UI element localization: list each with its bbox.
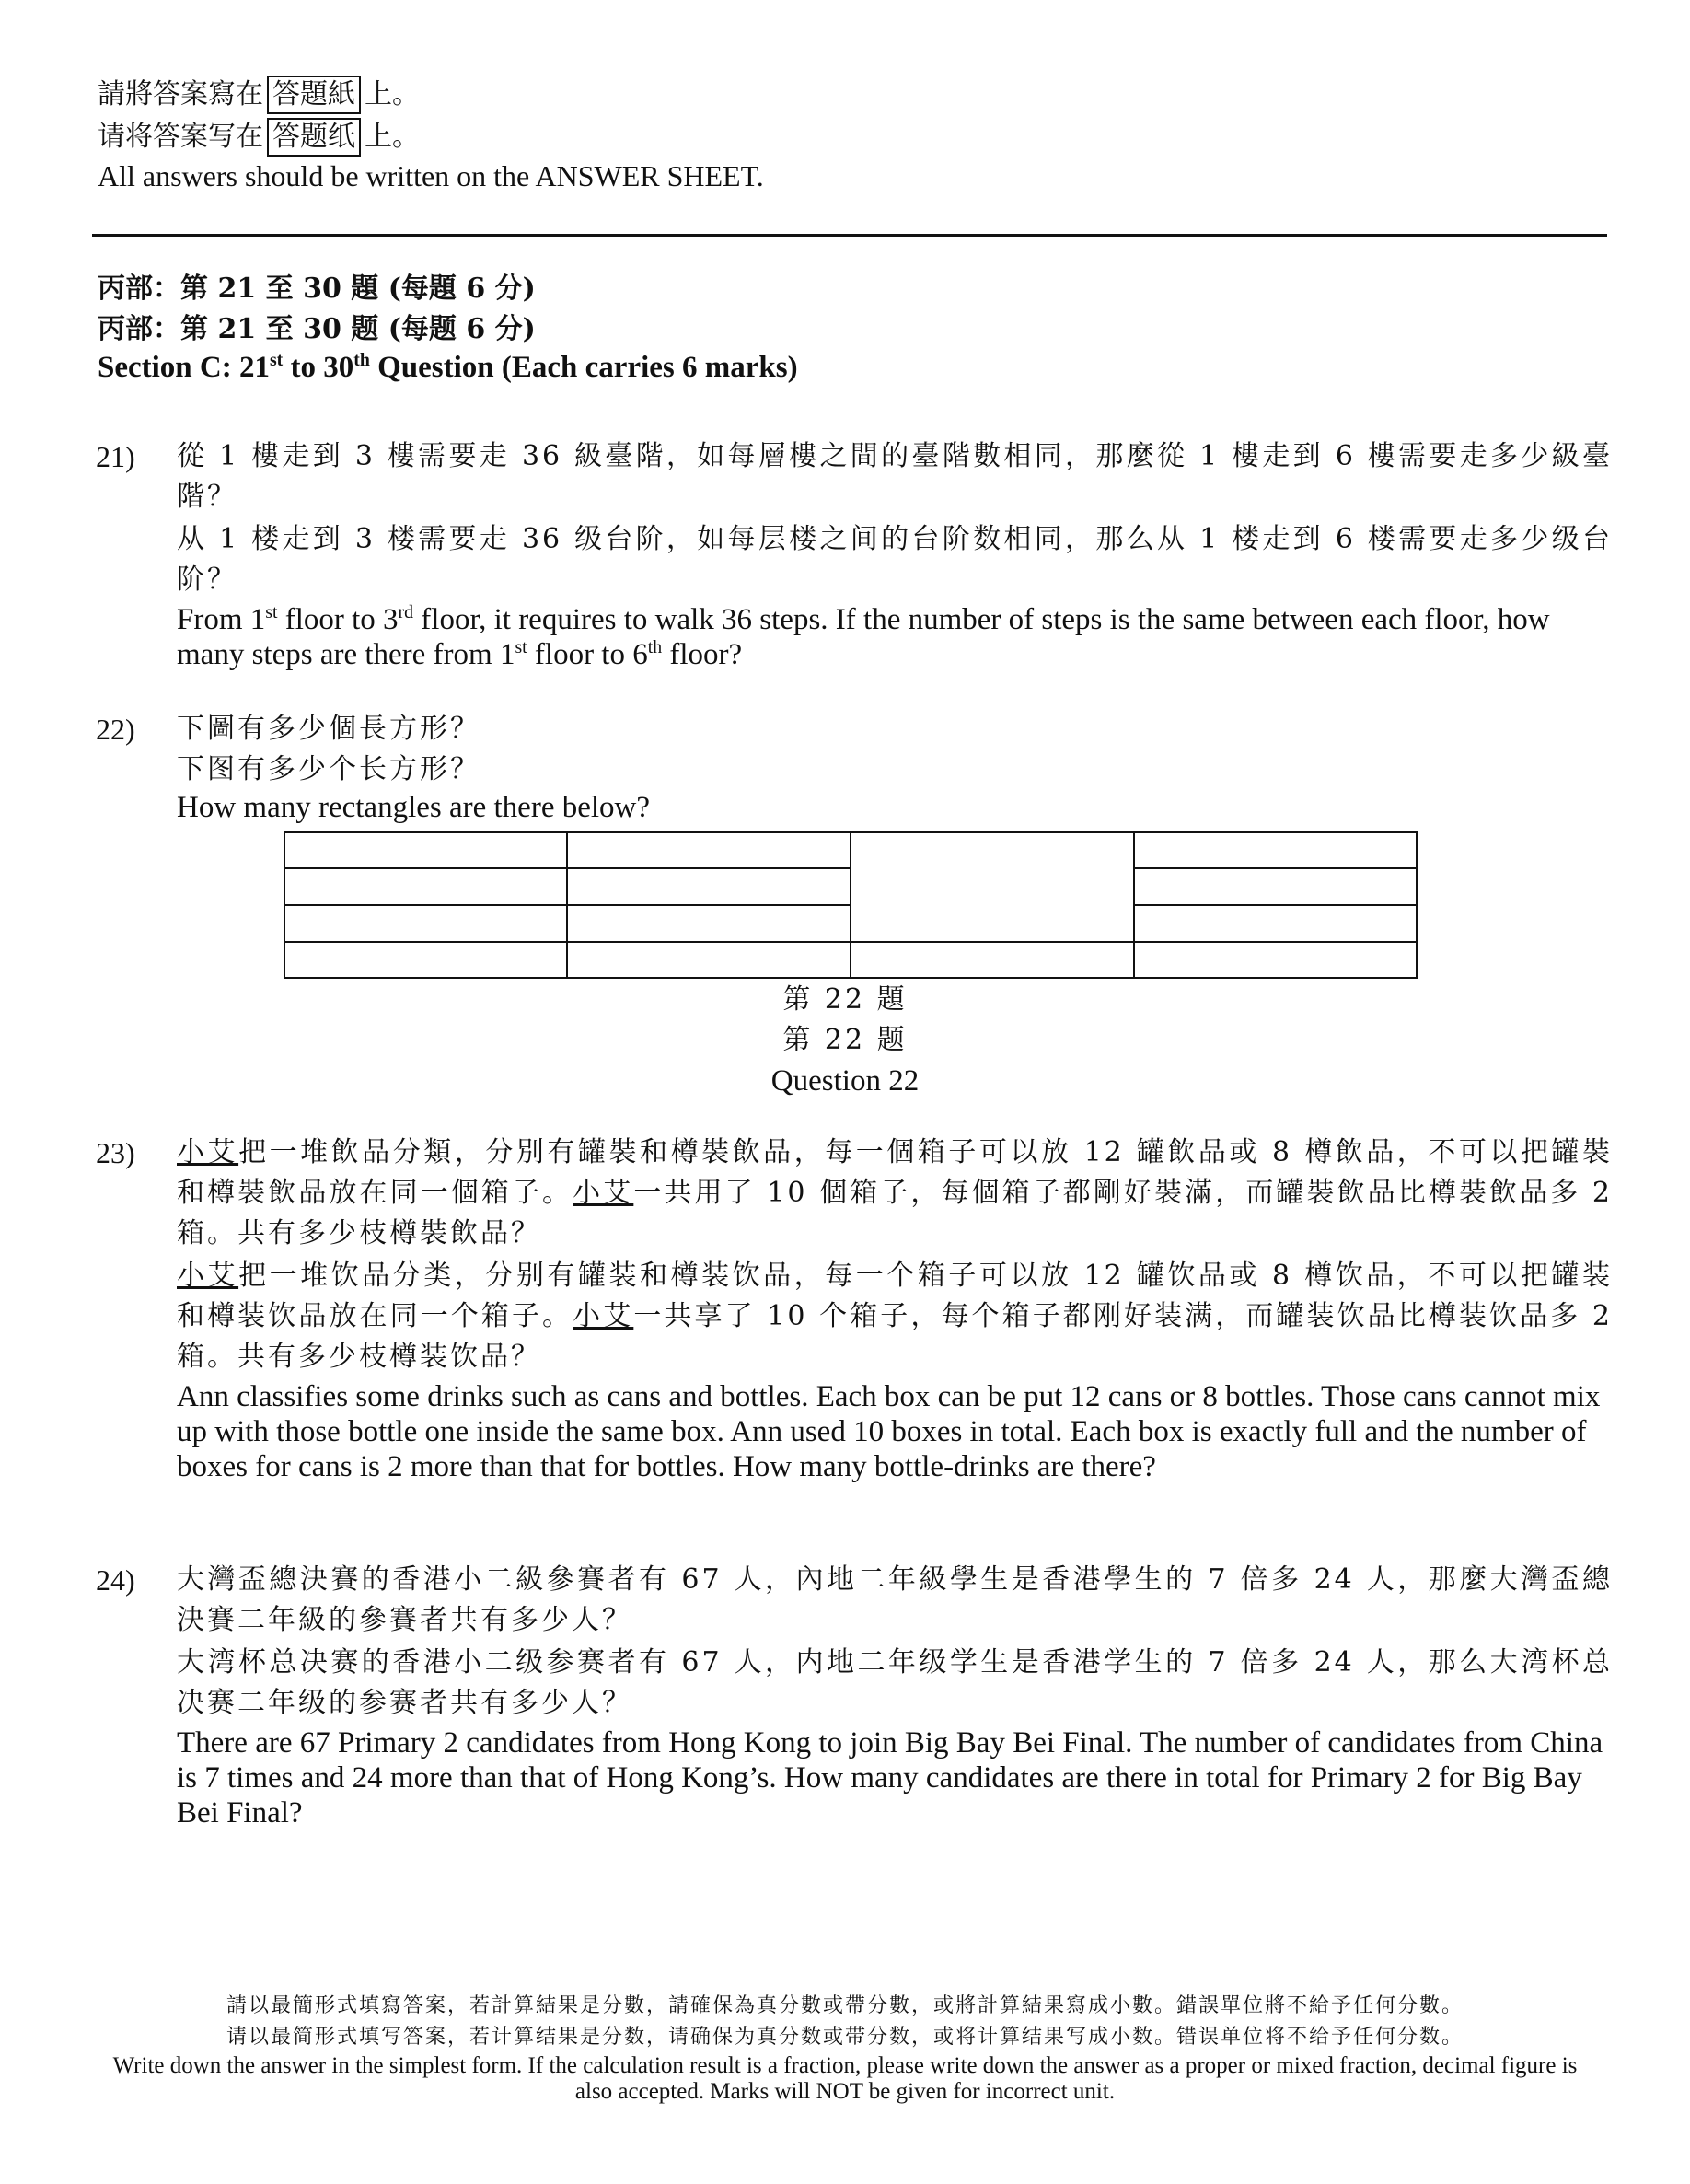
question-number: 23) [96, 1136, 135, 1169]
instruction-simp-end: 上。 [365, 121, 420, 153]
question-text-simp: 下图有多少个长方形？ [177, 753, 480, 785]
question-text-en: There are 67 Primary 2 candidates from Hong Kong to join Big Bay Bei Final. The number of candidates from China is 7 times and 24 more than that of Hong Kong’s. How many candidates are there in total for Primary 2 for Big Bay Bei Final? [177, 1726, 1603, 1830]
name-underlined: 小艾 [573, 1300, 634, 1332]
question-text-trad: 下圖有多少個長方形？ [177, 713, 480, 745]
instruction-en: All answers should be written on the ANSWER SHEET. [98, 159, 764, 192]
question-number: 21) [96, 440, 135, 473]
section-title-trad: 丙部：第 21 至 30 題 (每題 6 分) [98, 273, 536, 305]
instruction-trad [98, 74, 764, 116]
section-title-simp: 丙部：第 21 至 30 题 (每题 6 分) [98, 313, 536, 345]
question-21 [96, 436, 1615, 672]
instruction-simp [98, 116, 764, 158]
name-underlined: 小艾 [177, 1136, 239, 1168]
answer-sheet-box-simp: 答题纸 [267, 118, 361, 157]
instruction-trad-text: 請將答案寫在 [98, 78, 263, 110]
question-text-en: From 1st floor to 3rd floor, it requires to walk 36 steps. If the number of steps is the same between each floor, how many steps are there from 1st floor to 6th floor? [177, 602, 1550, 671]
caption-en: Question 22 [770, 1064, 920, 1098]
question-text-trad: 從 1 樓走到 3 樓需要走 36 級臺階，如每層樓之間的臺階數相同，那麼從 1 樓走到 6 樓需要走多少級臺階？ [177, 440, 1613, 513]
footer-trad: 請以最簡形式填寫答案，若計算結果是分數，請確保為真分數或帶分數，或將計算結果寫成小數。錯誤單位將不給予任何分數。 [226, 1994, 1464, 2017]
question-24 [96, 1560, 1615, 1830]
question-text-trad: 小艾把一堆飲品分類，分別有罐裝和樽裝飲品，每一個箱子可以放 12 罐飲品或 8 樽飲品，不可以把罐裝和樽裝飲品放在同一個箱子。小艾一共用了 10 個箱子，每個箱子都剛好裝滿，而罐裝飲品比樽裝飲品多 2 箱。共有多少枝樽裝飲品？ [177, 1136, 1614, 1249]
question-number: 22) [96, 713, 135, 746]
rectangles-figure [284, 831, 1418, 979]
name-underlined: 小艾 [177, 1260, 239, 1292]
figure-caption [0, 980, 1690, 1101]
question-text-en: How many rectangles are there below? [177, 791, 651, 824]
footer-simp: 请以最简形式填写答案，若计算结果是分数，请确保为真分数或带分数，或将计算结果写成小数。错误单位将不给予任何分数。 [226, 2026, 1464, 2049]
question-text-simp: 从 1 楼走到 3 楼需要走 36 级台阶，如每层楼之间的台阶数相同，那么从 1 楼走到 6 楼需要走多少级台阶？ [177, 523, 1613, 596]
question-text-simp: 小艾把一堆饮品分类，分别有罐装和樽装饮品，每一个箱子可以放 12 罐饮品或 8 樽饮品，不可以把罐装和樽装饮品放在同一个箱子。小艾一共享了 10 个箱子，每个箱子都刚好装满，而罐装饮品比樽装饮品多 2 箱。共有多少枝樽装饮品？ [177, 1260, 1614, 1373]
header-divider [92, 234, 1607, 237]
caption-trad: 第 22 題 [782, 983, 908, 1016]
question-text-trad: 大灣盃總決賽的香港小二級參賽者有 67 人，內地二年級學生是香港學生的 7 倍多 24 人，那麼大灣盃總決賽二年級的參賽者共有多少人？ [177, 1563, 1613, 1636]
question-number: 24) [96, 1563, 135, 1597]
question-text-simp: 大湾杯总决赛的香港小二级参赛者有 67 人，内地二年级学生是香港学生的 7 倍多 24 人，那么大湾杯总决赛二年级的参赛者共有多少人？ [177, 1646, 1613, 1719]
answer-sheet-box-trad: 答題紙 [267, 76, 361, 114]
caption-simp: 第 22 题 [782, 1024, 908, 1056]
question-text-en: Ann classifies some drinks such as cans and bottles. Each box can be put 12 cans or 8 bottles. Those cans cannot mix up with those bottle one inside the same box. Ann used 10 boxes in total. Each box is exactly full and the number of boxes for cans is 2 more than that for bottles. How many bottle-drinks are there? [177, 1380, 1601, 1483]
instruction-trad-end: 上。 [365, 78, 420, 110]
question-23 [96, 1133, 1615, 1484]
instruction-simp-text: 请将答案写在 [98, 121, 263, 153]
section-heading [98, 269, 798, 385]
answer-instructions [98, 74, 764, 193]
footer-en: Write down the answer in the simplest form. If the calculation result is a fraction, please write down the answer as a proper or mixed fraction, decimal figure is also accepted. Marks will NOT be given for incorrect unit. [112, 2053, 1578, 2104]
footer-note [110, 1991, 1580, 2105]
question-22 [96, 709, 1615, 825]
name-underlined: 小艾 [573, 1177, 634, 1209]
section-title-en: Section C: 21st to 30th Question (Each carries 6 marks) [98, 350, 798, 384]
